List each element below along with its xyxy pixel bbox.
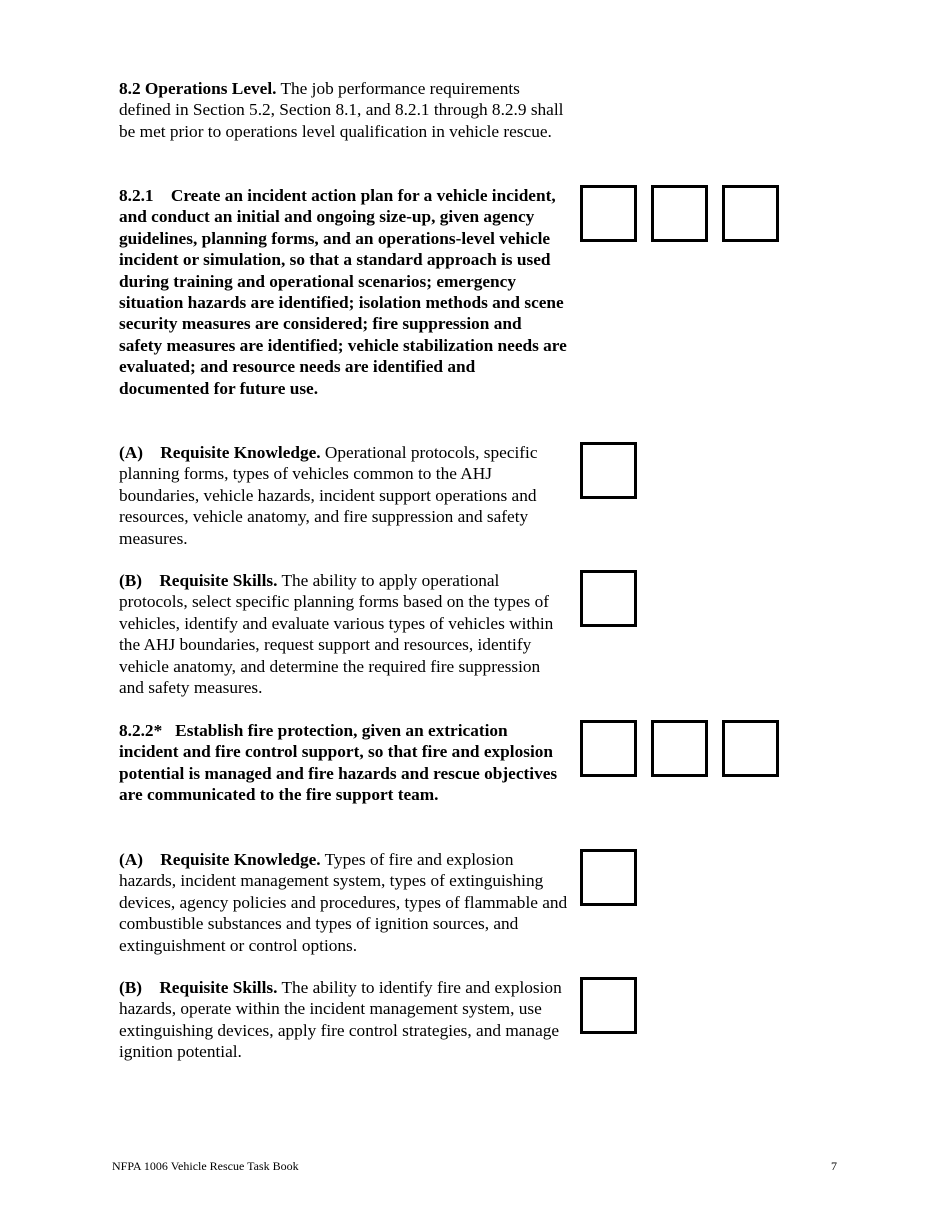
page-number: 7 [831, 1159, 837, 1173]
section-text: Operational protocols, specific planning forms, types of vehicles common to the AHJ boundaries, vehicle hazards, incident support operations and resources, vehicle anatomy, and fire suppression and safety measures. [119, 443, 538, 548]
section-text: The ability to apply operational protocols, select specific planning forms based on the types of vehicles, identify and evaluate various types of vehicles within the AHJ boundaries, request support and resources, identify vehicle anatomy, and determine the required fire suppression and safety measures. [119, 571, 554, 698]
section-text: The ability to identify fire and explosion hazards, operate within the incident management system, use extinguishing devices, apply fire control strategies, and manage ignition potential. [119, 978, 562, 1062]
section-text: Types of fire and explosion hazards, incident management system, types of extinguishing devices, agency policies and procedures, types of flammable and combustible substances and types of ignition sources, and extinguishment or control options. [119, 850, 568, 955]
signoff-checkbox[interactable] [580, 849, 637, 906]
signoff-checkbox[interactable] [722, 185, 779, 242]
signoff-checkbox[interactable] [580, 442, 637, 499]
signoff-checkbox[interactable] [580, 720, 637, 777]
section-8-2-2-a [119, 849, 569, 956]
section-8-2-2-b [119, 977, 569, 1063]
signoff-checkbox[interactable] [580, 977, 637, 1034]
section-8-2-1: 8.2.1 Create an incident action plan for a vehicle incident, and conduct an initial and ongoing size-up, given agency guidelines, planning forms, and an operations-level vehicle incident or simulation, so that a standard approach is used during training and operational scenarios; emergency situation hazards are identified; isolation methods and scene security measures are considered; fire suppression and safety measures are identified; vehicle stabilization needs are evaluated; and resource needs are identified and documented for future use. [119, 186, 572, 398]
footer-title: NFPA 1006 Vehicle Rescue Task Book [112, 1159, 299, 1173]
section-heading: (A) Requisite Knowledge. [119, 850, 321, 869]
section-heading: (B) Requisite Skills. [119, 978, 278, 997]
section-text: The job performance requirements defined in Section 5.2, Section 8.1, and 8.2.1 through 8.2.9 shall be met prior to operations level qualification in vehicle rescue. [119, 79, 564, 141]
section-heading: (A) Requisite Knowledge. [119, 443, 321, 462]
signoff-checkbox[interactable] [651, 720, 708, 777]
signoff-boxes-8-2-1-a [580, 442, 637, 499]
section-8-2-1-b [119, 570, 569, 698]
signoff-boxes-8-2-2-a [580, 849, 637, 906]
signoff-checkbox[interactable] [580, 570, 637, 627]
signoff-boxes-8-2-1 [580, 185, 779, 242]
signoff-boxes-8-2-1-b [580, 570, 637, 627]
section-8-2-2: 8.2.2* Establish fire protection, given an extrication incident and fire control support, so that fire and explosion potential is managed and fire hazards and rescue objectives are communicated to the fire support team. [119, 721, 562, 805]
section-heading: 8.2 Operations Level. [119, 79, 277, 98]
section-8-2-1-a [119, 442, 569, 549]
signoff-boxes-8-2-2-b [580, 977, 637, 1034]
section-8-2 [119, 78, 569, 142]
signoff-checkbox[interactable] [580, 185, 637, 242]
signoff-checkbox[interactable] [651, 185, 708, 242]
signoff-boxes-8-2-2 [580, 720, 779, 777]
section-heading: (B) Requisite Skills. [119, 571, 278, 590]
signoff-checkbox[interactable] [722, 720, 779, 777]
